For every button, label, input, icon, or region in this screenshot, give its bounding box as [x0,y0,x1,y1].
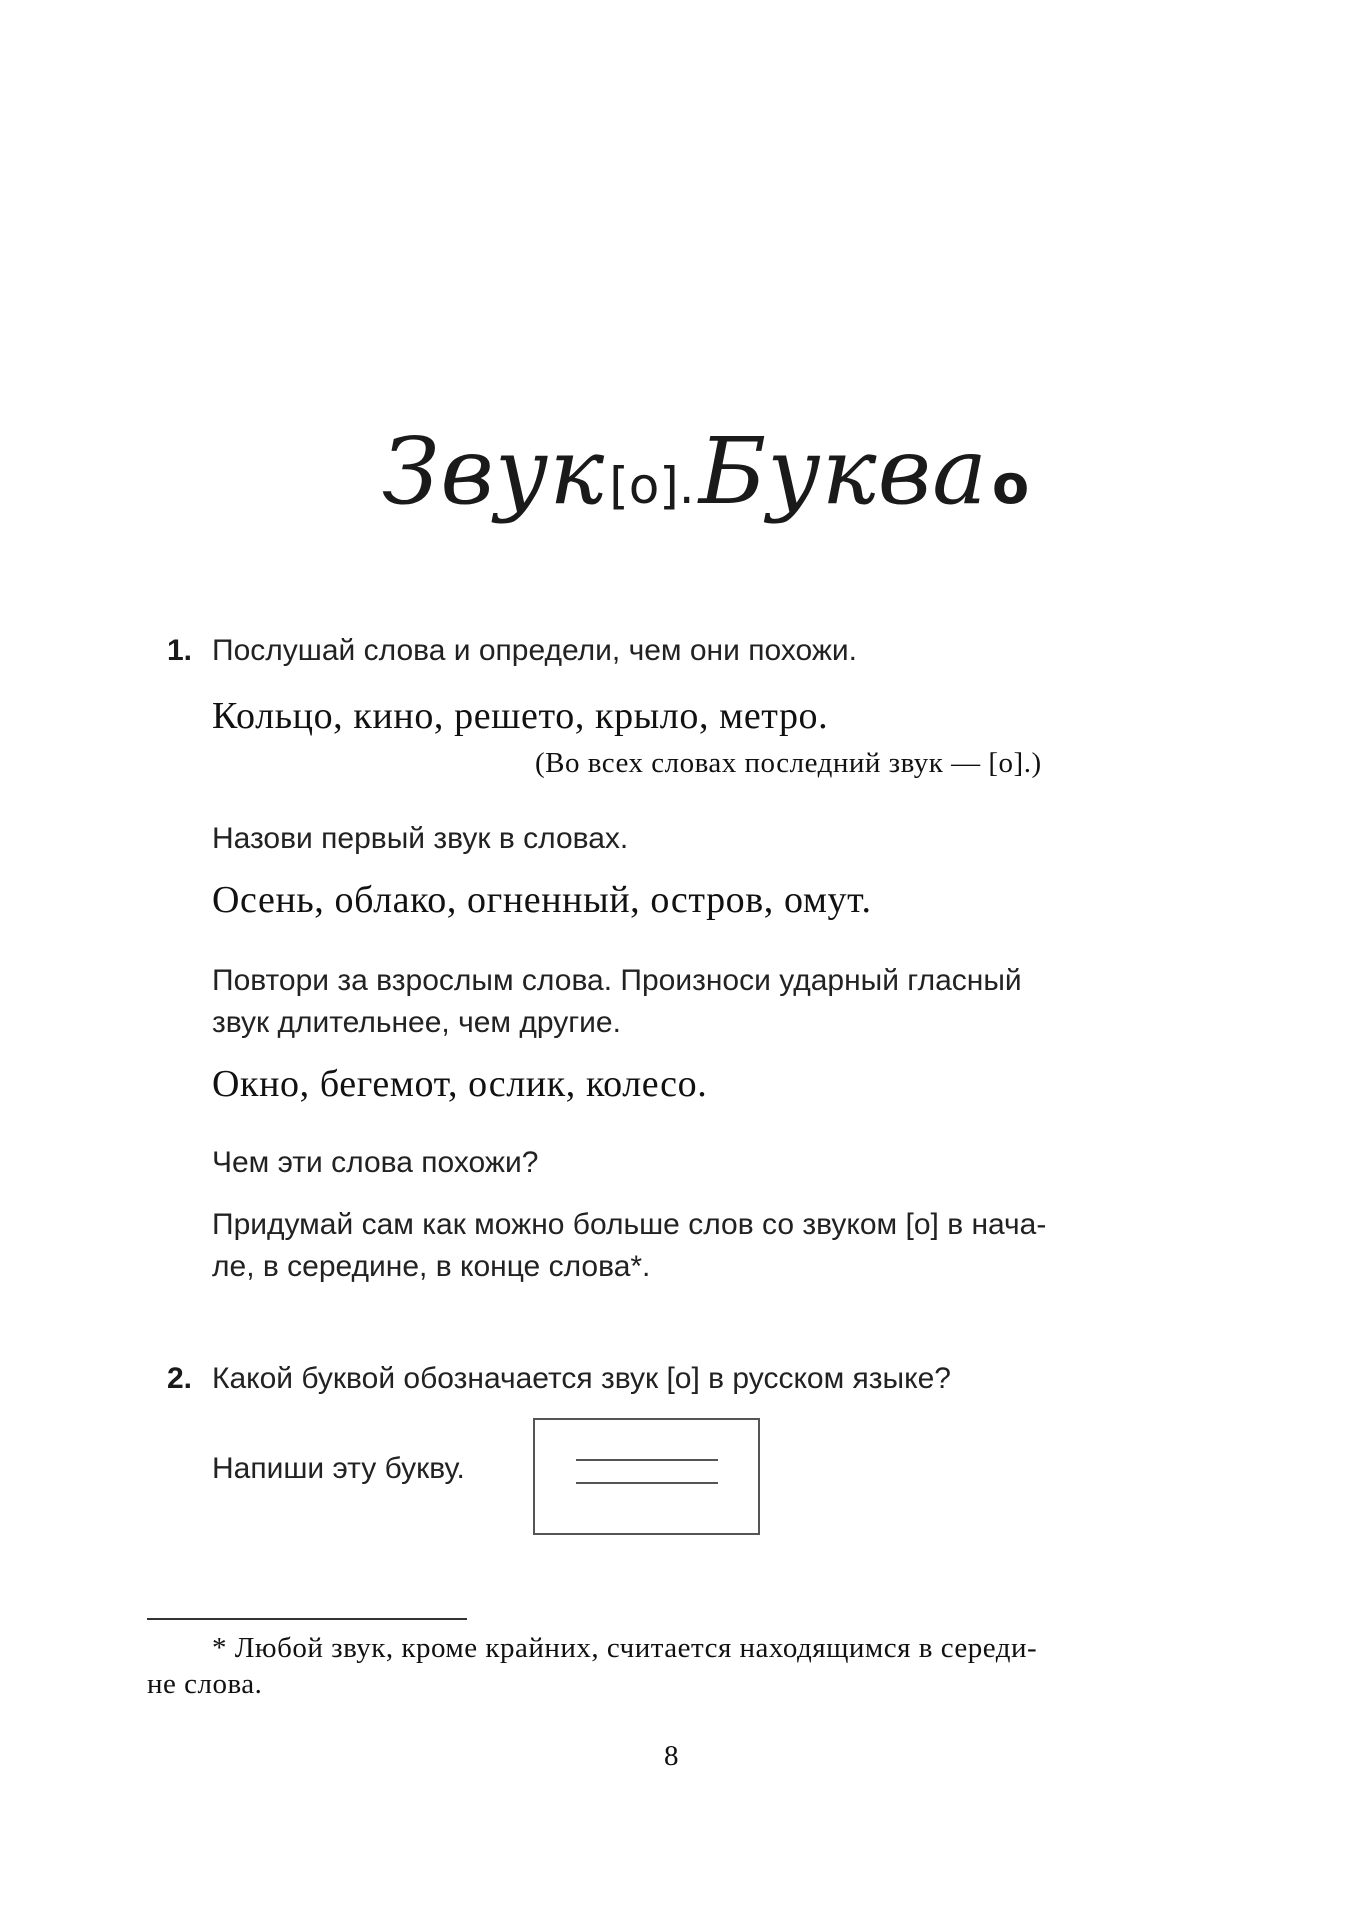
writing-guideline-bottom [576,1482,718,1484]
task2-number: 2. [167,1362,193,1395]
page-number: 8 [664,1740,679,1772]
task2-question: Какой буквой обозначается звук [о] в русском языке? [212,1362,951,1395]
task1-question: Чем эти слова похожи? [212,1146,539,1179]
task1-words: Кольцо, кино, решето, крыло, метро. [212,695,829,737]
task1-number: 1. [167,634,193,667]
title-sound-bracket: [о]. [609,457,695,515]
task1-instruction3-line2: звук длительнее, чем другие. [212,1006,621,1039]
task1-answer-note: (Во всех словах последний звук — [о].) [535,747,1042,779]
task1-instruction2: Назови первый звук в словах. [212,822,629,855]
title-word-letter: Буква [698,418,988,525]
task1-instruction3-line1: Повтори за взрослым слова. Произноси ударный гласный [212,964,1022,997]
footnote-line2: не слова. [147,1668,263,1700]
task1-words2: Осень, облако, огненный, остров, омут. [212,879,872,921]
task2-write-prompt: Напиши эту букву. [212,1452,465,1485]
task1-words3: Окно, бегемот, ослик, колесо. [212,1063,708,1105]
title-word-sound: Звук [382,418,606,525]
footnote-separator [147,1618,467,1620]
writing-guideline-top [576,1459,718,1461]
task1-instruction4-line1: Придумай сам как можно больше слов со звуком [о] в нача- [212,1208,1047,1241]
page-title [382,418,1029,538]
footnote-line1: * Любой звук, кроме крайних, считается находящимся в середи- [212,1632,1038,1664]
title-letter-o: о [992,453,1030,516]
task1-instruction4-line2: ле, в середине, в конце слова*. [212,1250,651,1283]
letter-writing-box[interactable] [533,1418,760,1535]
task1-instruction: Послушай слова и определи, чем они похожи. [212,634,857,667]
